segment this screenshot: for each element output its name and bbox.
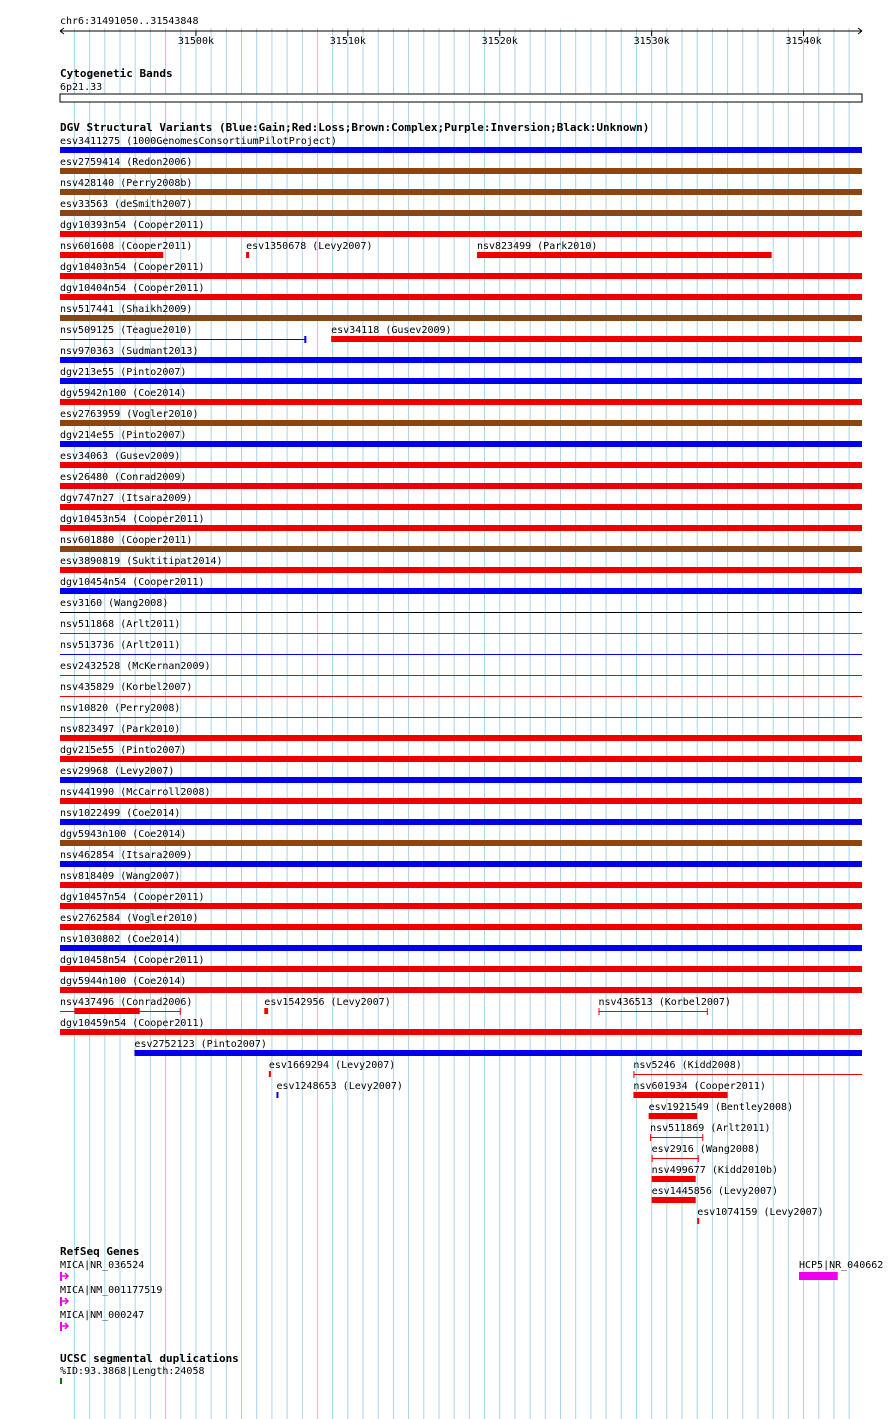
- dgv-row: [60, 1018, 862, 1035]
- dgv-feature-bar[interactable]: [246, 252, 249, 258]
- dgv-feature-label: dgv10458n54 (Cooper2011): [60, 955, 205, 966]
- dgv-feature-label: dgv215e55 (Pinto2007): [60, 745, 187, 756]
- dgv-feature-label: nsv509125 (Teague2010): [60, 325, 193, 336]
- dgv-feature-bar[interactable]: [60, 882, 862, 888]
- cytoband-band-label: 6p21.33: [60, 82, 103, 93]
- dgv-feature-bar[interactable]: [60, 189, 862, 195]
- dgv-feature-label: dgv5943n100 (Coe2014): [60, 829, 187, 840]
- dgv-row: [60, 934, 862, 951]
- strand-arrow-icon: [62, 1323, 68, 1329]
- dgv-feature-label: nsv517441 (Shaikh2009): [60, 304, 193, 315]
- dgv-row: [60, 388, 862, 405]
- dgv-feature-bar[interactable]: [60, 546, 862, 552]
- dgv-feature-label: dgv10404n54 (Cooper2011): [60, 283, 205, 294]
- dgv-feature-bar[interactable]: [60, 378, 862, 384]
- dgv-row: [697, 1207, 823, 1224]
- dgv-feature-label: dgv10454n54 (Cooper2011): [60, 577, 205, 588]
- dgv-row: [60, 745, 862, 762]
- dgv-row: [60, 367, 862, 384]
- segdup-feature-bar[interactable]: [60, 1378, 62, 1384]
- dgv-feature-label: nsv499677 (Kidd2010b): [651, 1165, 779, 1176]
- ruler-ticks: [178, 31, 822, 47]
- dgv-feature-label: nsv1030802 (Coe2014): [60, 934, 181, 945]
- segdup-feature[interactable]: [60, 1366, 205, 1384]
- dgv-feature[interactable]: [60, 157, 862, 174]
- dgv-feature[interactable]: [60, 724, 862, 741]
- dgv-feature[interactable]: [60, 787, 862, 804]
- dgv-row: [60, 892, 862, 909]
- dgv-feature-cap: [180, 1008, 181, 1015]
- dgv-feature-label: esv33563 (deSmith2007): [60, 199, 193, 210]
- dgv-row: [60, 493, 862, 510]
- refseq-gene[interactable]: [60, 1260, 144, 1281]
- dgv-feature-label: nsv1022499 (Coe2014): [60, 808, 181, 819]
- dgv-row: [60, 304, 862, 321]
- dgv-row: [60, 346, 862, 363]
- dgv-feature[interactable]: [60, 934, 862, 951]
- dgv-feature-label: dgv5944n100 (Coe2014): [60, 976, 187, 987]
- dgv-row: [60, 199, 862, 216]
- dgv-feature-bar[interactable]: [60, 339, 305, 340]
- segdup-track: [60, 1352, 239, 1384]
- dgv-feature-label: nsv513736 (Arlt2011): [60, 640, 181, 651]
- dgv-feature-label: nsv462854 (Itsara2009): [60, 850, 193, 861]
- dgv-row: [60, 241, 772, 258]
- dgv-feature-label: esv34118 (Gusev2009): [331, 325, 452, 336]
- dgv-row: [60, 871, 862, 888]
- dgv-feature-bar[interactable]: [60, 819, 862, 825]
- segdup-rows: [60, 1366, 205, 1384]
- dgv-feature[interactable]: [60, 535, 862, 552]
- dgv-row: [60, 829, 862, 846]
- dgv-feature[interactable]: [60, 892, 862, 909]
- dgv-row: [60, 430, 862, 447]
- dgv-row: [60, 556, 862, 573]
- dgv-feature-label: dgv214e55 (Pinto2007): [60, 430, 187, 441]
- dgv-feature-bar[interactable]: [60, 840, 862, 846]
- dgv-feature-bar[interactable]: [60, 798, 862, 804]
- refseq-gene-body[interactable]: [60, 1297, 62, 1306]
- dgv-feature-inner-bar: [74, 1008, 139, 1014]
- dgv-feature-label: nsv970363 (Sudmant2013): [60, 346, 199, 357]
- dgv-feature-label: dgv747n27 (Itsara2009): [60, 493, 193, 504]
- refseq-gene-label: MICA|NM_000247: [60, 1310, 145, 1321]
- refseq-gene-body[interactable]: [60, 1322, 62, 1331]
- dgv-row: [60, 976, 862, 993]
- refseq-gene[interactable]: [60, 1285, 162, 1306]
- dgv-feature-bar[interactable]: [60, 273, 862, 279]
- dgv-feature-bar[interactable]: [652, 1176, 696, 1182]
- dgv-feature-bar[interactable]: [60, 504, 862, 510]
- ruler-tick-label: 31510k: [329, 36, 366, 47]
- dgv-feature-label: nsv437496 (Conrad2006): [60, 997, 193, 1008]
- refseq-gene[interactable]: [799, 1260, 883, 1280]
- dgv-feature[interactable]: [331, 325, 862, 342]
- dgv-feature-label: esv2752123 (Pinto2007): [134, 1039, 267, 1050]
- dgv-feature-bar[interactable]: [60, 294, 862, 300]
- dgv-feature-bar[interactable]: [633, 1092, 727, 1098]
- dgv-feature-cap: [698, 1155, 699, 1162]
- dgv-row: [60, 724, 862, 741]
- dgv-feature-label: esv2762584 (Vogler2010): [60, 913, 199, 924]
- dgv-feature-label: esv3160 (Wang2008): [60, 598, 169, 609]
- refseq-gene-label: MICA|NM_001177519: [60, 1285, 163, 1296]
- ruler-position-label: chr6:31491050..31543848: [60, 16, 199, 27]
- dgv-feature[interactable]: [598, 997, 730, 1015]
- dgv-feature[interactable]: [60, 451, 862, 468]
- dgv-feature-label: nsv511868 (Arlt2011): [60, 619, 181, 630]
- dgv-feature[interactable]: [60, 136, 862, 153]
- dgv-feature-bar[interactable]: [60, 252, 163, 258]
- dgv-row: [60, 157, 862, 174]
- dgv-feature[interactable]: [652, 1186, 778, 1203]
- dgv-feature-cap: [650, 1134, 651, 1141]
- dgv-feature[interactable]: [652, 1144, 760, 1162]
- dgv-feature-bar[interactable]: [60, 483, 862, 489]
- dgv-feature-label: esv1542956 (Levy2007): [264, 997, 391, 1008]
- dgv-feature-label: esv2759414 (Redon2006): [60, 157, 193, 168]
- dgv-feature-bar[interactable]: [60, 903, 862, 909]
- dgv-row: [60, 283, 862, 300]
- dgv-row: [652, 1144, 760, 1162]
- dgv-feature-bar[interactable]: [598, 1011, 707, 1012]
- dgv-feature[interactable]: [60, 325, 306, 343]
- dgv-feature[interactable]: [60, 262, 862, 279]
- dgv-feature[interactable]: [60, 220, 862, 237]
- dgv-feature[interactable]: [60, 913, 862, 930]
- dgv-row: [60, 409, 862, 426]
- dgv-feature[interactable]: [60, 409, 862, 426]
- cytoband-band: [60, 94, 862, 102]
- dgv-feature-label: nsv428140 (Perry2008b): [60, 178, 193, 189]
- ruler-tick-label: 31530k: [633, 36, 670, 47]
- dgv-feature[interactable]: [60, 745, 862, 762]
- dgv-feature-bar[interactable]: [477, 252, 772, 258]
- dgv-feature[interactable]: [134, 1039, 862, 1056]
- dgv-feature-label: nsv435829 (Korbel2007): [60, 682, 193, 693]
- dgv-feature-label: nsv601608 (Cooper2011): [60, 241, 193, 252]
- dgv-feature[interactable]: [60, 430, 862, 447]
- ruler-tick-label: 31540k: [785, 36, 822, 47]
- dgv-feature-bar[interactable]: [60, 735, 862, 741]
- dgv-feature[interactable]: [60, 367, 862, 384]
- dgv-feature-label: esv2916 (Wang2008): [651, 1144, 761, 1155]
- dgv-feature-label: nsv823497 (Park2010): [60, 724, 181, 735]
- dgv-feature-label: esv2763959 (Vogler2010): [60, 409, 199, 420]
- dgv-feature[interactable]: [60, 976, 862, 993]
- dgv-feature[interactable]: [633, 1060, 862, 1078]
- dgv-row: [60, 472, 862, 489]
- dgv-row: [60, 220, 862, 237]
- dgv-feature-bar[interactable]: [60, 210, 862, 216]
- dgv-feature-label: dgv10393n54 (Cooper2011): [60, 220, 205, 231]
- dgv-feature-cap: [633, 1071, 634, 1078]
- ruler-tick-label: 31520k: [481, 36, 518, 47]
- dgv-feature[interactable]: [60, 283, 862, 300]
- dgv-feature-cap: [652, 1155, 653, 1162]
- dgv-feature[interactable]: [60, 829, 862, 846]
- dgv-feature-bar[interactable]: [60, 420, 862, 426]
- dgv-row: [60, 262, 862, 279]
- dgv-feature-bar[interactable]: [633, 1074, 862, 1075]
- dgv-feature-bar[interactable]: [60, 717, 862, 718]
- dgv-row: [60, 577, 862, 594]
- refseq-gene-body[interactable]: [799, 1272, 838, 1280]
- dgv-feature-label: esv26480 (Conrad2009): [60, 472, 187, 483]
- dgv-row: [60, 955, 862, 972]
- dgv-feature-label: esv29968 (Levy2007): [60, 766, 175, 777]
- dgv-row: [60, 850, 862, 867]
- dgv-row: [60, 136, 862, 153]
- dgv-feature-bar[interactable]: [652, 1158, 699, 1159]
- dgv-feature-bar[interactable]: [649, 1113, 698, 1119]
- dgv-feature[interactable]: [276, 1081, 402, 1098]
- dgv-feature[interactable]: [246, 241, 372, 258]
- dgv-feature-bar[interactable]: [60, 945, 862, 951]
- dgv-feature-label: esv1248653 (Levy2007): [276, 1081, 403, 1092]
- dgv-feature-bar[interactable]: [60, 399, 862, 405]
- dgv-row: [276, 1081, 765, 1098]
- dgv-feature[interactable]: [60, 493, 862, 510]
- refseq-gene-label: HCP5|NR_040662: [798, 1260, 884, 1271]
- dgv-feature-cap: [702, 1134, 703, 1141]
- dgv-feature-label: dgv10459n54 (Cooper2011): [60, 1018, 205, 1029]
- dgv-feature[interactable]: [60, 808, 862, 825]
- dgv-row: [60, 808, 862, 825]
- dgv-feature-label: dgv10457n54 (Cooper2011): [60, 892, 205, 903]
- refseq-track: [60, 1245, 883, 1331]
- dgv-feature-label: nsv5246 (Kidd2008): [633, 1060, 742, 1071]
- dgv-feature-bar[interactable]: [650, 1137, 703, 1138]
- dgv-feature-bar[interactable]: [60, 633, 862, 634]
- dgv-row: [60, 514, 862, 531]
- dgv-feature[interactable]: [650, 1123, 770, 1141]
- segdup-feature-label: %ID:93.3868|Length:24058: [60, 1366, 205, 1377]
- dgv-feature-bar[interactable]: [264, 1008, 268, 1014]
- dgv-feature-bar[interactable]: [60, 588, 862, 594]
- dgv-feature-label: nsv511869 (Arlt2011): [650, 1123, 771, 1134]
- dgv-feature-bar[interactable]: [60, 231, 862, 237]
- dgv-feature[interactable]: [60, 178, 862, 195]
- dgv-feature-bar[interactable]: [60, 168, 862, 174]
- dgv-row: [60, 787, 862, 804]
- dgv-feature[interactable]: [60, 241, 192, 258]
- dgv-feature[interactable]: [652, 1165, 778, 1182]
- dgv-feature-label: esv34063 (Gusev2009): [60, 451, 181, 462]
- dgv-feature[interactable]: [60, 577, 862, 594]
- dgv-feature-cap: [707, 1008, 708, 1015]
- dgv-feature[interactable]: [60, 955, 862, 972]
- dgv-feature[interactable]: [60, 472, 862, 489]
- dgv-feature-label: esv1074159 (Levy2007): [697, 1207, 824, 1218]
- dgv-feature-bar[interactable]: [331, 336, 862, 342]
- dgv-feature[interactable]: [60, 514, 862, 531]
- dgv-feature-label: esv1669294 (Levy2007): [268, 1060, 396, 1071]
- dgv-feature-label: esv2432528 (McKernan2009): [60, 661, 211, 672]
- dgv-feature[interactable]: [60, 871, 862, 888]
- dgv-feature[interactable]: [633, 1081, 765, 1098]
- dgv-feature-label: esv3411275 (1000GenomesConsortiumPilotProject): [60, 136, 337, 147]
- refseq-gene-label: MICA|NR_036524: [60, 1260, 145, 1271]
- dgv-row: [652, 1165, 778, 1182]
- refseq-gene[interactable]: [60, 1310, 144, 1331]
- dgv-row: [60, 178, 862, 195]
- dgv-feature-label: nsv441990 (McCarroll2008): [60, 787, 211, 798]
- dgv-feature-bar[interactable]: [60, 612, 862, 613]
- dgv-feature-label: nsv823499 (Park2010): [476, 241, 598, 252]
- dgv-feature-bar[interactable]: [60, 654, 862, 655]
- dgv-feature-bar[interactable]: [60, 357, 862, 363]
- dgv-feature-bar[interactable]: [134, 1050, 862, 1056]
- ruler-track: [60, 16, 862, 47]
- refseq-track-title: RefSeq Genes: [60, 1245, 140, 1258]
- dgv-feature-label: nsv436513 (Korbel2007): [598, 997, 731, 1008]
- dgv-feature-bar[interactable]: [60, 777, 862, 783]
- dgv-feature[interactable]: [60, 346, 862, 363]
- dgv-feature-bar[interactable]: [269, 1071, 271, 1077]
- dgv-feature[interactable]: [60, 850, 862, 867]
- cytoband-track-title: Cytogenetic Bands: [60, 67, 173, 80]
- dgv-row: [134, 1039, 862, 1056]
- dgv-feature[interactable]: [60, 1018, 862, 1035]
- dgv-feature-label: dgv10453n54 (Cooper2011): [60, 514, 205, 525]
- dgv-feature-label: dgv10403n54 (Cooper2011): [60, 262, 205, 273]
- dgv-feature-bar[interactable]: [60, 525, 862, 531]
- dgv-feature[interactable]: [269, 1060, 395, 1077]
- dgv-feature-bar[interactable]: [697, 1218, 699, 1224]
- dgv-feature-cap: [304, 336, 306, 343]
- dgv-feature-label: dgv213e55 (Pinto2007): [60, 367, 187, 378]
- dgv-row: [60, 535, 862, 552]
- dgv-feature[interactable]: [60, 388, 862, 405]
- segdup-track-title: UCSC segmental duplications: [60, 1352, 239, 1365]
- dgv-track-title: DGV Structural Variants (Blue:Gain;Red:Loss;Brown:Complex;Purple:Inversion;Black:Unknown): [60, 121, 650, 134]
- dgv-feature-label: dgv5942n100 (Coe2014): [60, 388, 187, 399]
- dgv-feature-label: esv1350678 (Levy2007): [246, 241, 373, 252]
- dgv-feature-bar[interactable]: [60, 924, 862, 930]
- dgv-feature-bar[interactable]: [60, 696, 862, 697]
- strand-arrow-icon: [62, 1298, 68, 1304]
- ruler-tick-label: 31500k: [177, 36, 215, 47]
- dgv-feature-bar[interactable]: [60, 675, 862, 676]
- dgv-feature-label: esv1445856 (Levy2007): [651, 1186, 779, 1197]
- dgv-feature[interactable]: [264, 997, 390, 1014]
- dgv-feature-bar[interactable]: [60, 987, 862, 993]
- dgv-feature-bar[interactable]: [60, 441, 862, 447]
- dgv-feature-bar[interactable]: [60, 567, 862, 573]
- dgv-feature[interactable]: [60, 304, 862, 321]
- dgv-feature-label: nsv601880 (Cooper2011): [60, 535, 193, 546]
- dgv-feature-bar[interactable]: [60, 861, 862, 867]
- dgv-feature-bar[interactable]: [276, 1092, 278, 1098]
- dgv-row: [650, 1123, 770, 1141]
- dgv-feature-bar[interactable]: [60, 756, 862, 762]
- dgv-feature-bar[interactable]: [652, 1197, 696, 1203]
- refseq-gene-body[interactable]: [60, 1272, 62, 1281]
- dgv-feature-cap: [598, 1008, 599, 1015]
- dgv-feature-label: nsv10820 (Perry2008): [60, 703, 181, 714]
- dgv-feature[interactable]: [697, 1207, 823, 1224]
- dgv-feature[interactable]: [60, 199, 862, 216]
- dgv-row: [652, 1186, 778, 1203]
- dgv-feature-label: nsv601934 (Cooper2011): [633, 1081, 766, 1092]
- dgv-row: [60, 451, 862, 468]
- dgv-feature-label: esv1921549 (Bentley2008): [648, 1102, 794, 1113]
- strand-arrow-icon: [62, 1273, 68, 1279]
- dgv-feature[interactable]: [60, 997, 192, 1015]
- dgv-feature-bar[interactable]: [60, 315, 862, 321]
- dgv-feature-label: esv3890819 (Suktitipat2014): [60, 556, 223, 567]
- dgv-feature-bar[interactable]: [60, 1029, 862, 1035]
- dgv-feature[interactable]: [649, 1102, 794, 1119]
- dgv-feature-bar[interactable]: [60, 462, 862, 468]
- dgv-feature-bar[interactable]: [60, 147, 862, 153]
- dgv-row: [60, 997, 731, 1015]
- dgv-feature[interactable]: [60, 556, 862, 573]
- dgv-feature-label: nsv818409 (Wang2007): [60, 871, 181, 882]
- dgv-row: [649, 1102, 794, 1119]
- dgv-feature-bar[interactable]: [60, 966, 862, 972]
- refseq-rows: [60, 1260, 883, 1331]
- dgv-row: [60, 913, 862, 930]
